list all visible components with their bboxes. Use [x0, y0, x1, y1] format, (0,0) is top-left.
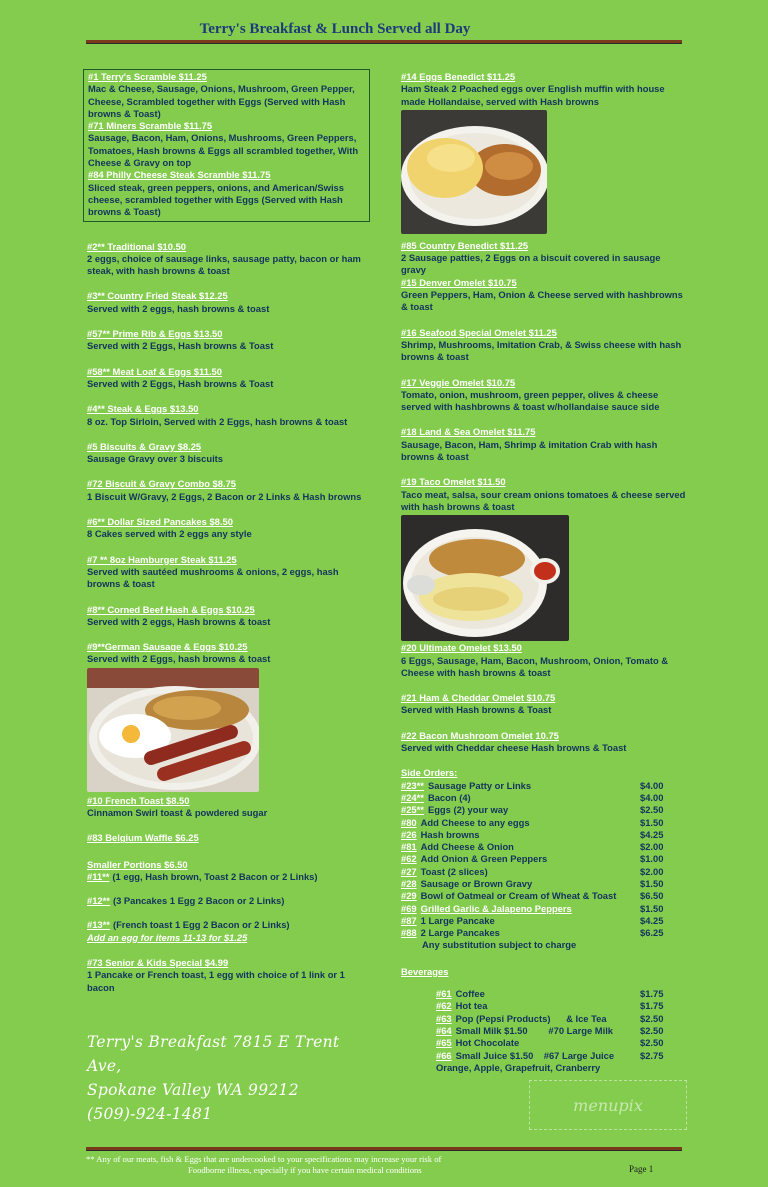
side-num: #24**	[401, 791, 424, 803]
top-rule	[86, 40, 682, 44]
side-price: $6.50	[640, 890, 664, 902]
left-column	[87, 71, 372, 1007]
portion-row	[87, 919, 372, 931]
beverages	[401, 988, 686, 1074]
menu-item-desc: 2 Sausage patties, 2 Eggs on a biscuit covered in sausage gravy	[401, 252, 661, 276]
beverage-row	[436, 1000, 686, 1012]
menu-item-desc: 1 Biscuit W/Gravy, 2 Eggs, 2 Bacon or 2 Links & Hash browns	[87, 490, 362, 502]
menu-item-desc: 2 eggs, choice of sausage links, sausage patty, bacon or ham steak, with hash browns & toast	[87, 252, 361, 277]
side-text: Add Onion & Green Peppers	[420, 853, 548, 865]
menu-item	[87, 478, 372, 503]
menu-item	[87, 795, 372, 820]
menu-item	[87, 403, 372, 428]
menu-item	[401, 377, 686, 414]
beverage-price: $2.50	[640, 1024, 664, 1036]
menu-item	[87, 328, 372, 353]
side-row	[401, 903, 686, 915]
menu-item-heading: #83 Belgium Waffle $6.25	[87, 832, 199, 844]
menu-item	[401, 730, 686, 755]
side-num: #62	[401, 853, 417, 865]
menu-item	[87, 290, 372, 315]
side-price: $1.50	[640, 902, 664, 914]
menu-item-desc: Shrimp, Mushrooms, Imitation Crab, & Swiss cheese with hash browns & toast	[401, 338, 682, 363]
side-num: #88	[401, 927, 417, 939]
menu-item-heading: #6** Dollar Sized Pancakes $8.50	[87, 516, 233, 528]
menu-item	[401, 327, 686, 364]
menu-item-heading: #7 ** 8oz Hamburger Steak $11.25	[87, 553, 237, 565]
portion-num: #12**	[87, 895, 110, 907]
beverage-text: Pop (Pepsi Products) & Ice Tea	[455, 1012, 607, 1024]
beverage-num: #62	[436, 1000, 452, 1012]
menu-item-heading: #19 Taco Omelet $11.50	[401, 476, 506, 488]
menu-item-heading: #73 Senior & Kids Special $4.99	[87, 957, 229, 969]
side-text: 2 Large Pancakes	[420, 927, 500, 939]
side-row	[401, 853, 686, 865]
menu-item	[401, 277, 686, 314]
beverage-price: $2.75	[640, 1049, 664, 1061]
menu-item-desc: Sliced steak, green peppers, onions, and American/Swiss cheese, scrambled together with Eggs (Served with Hash browns & Toast)	[88, 181, 344, 218]
side-num: #81	[401, 841, 417, 853]
menu-item	[401, 426, 686, 463]
side-price: $6.25	[640, 927, 664, 939]
contact-address-line: Terry's Breakfast 7815 E Trent Ave,	[87, 1033, 340, 1075]
disclaimer-line-2: Foodborne illness, especially if you have certain medical conditions	[188, 1165, 422, 1175]
portion-row	[87, 895, 372, 907]
menu-item-heading: #4** Steak & Eggs $13.50	[87, 403, 199, 415]
menu-item	[88, 120, 366, 169]
menu-item-desc: Ham Steak 2 Poached eggs over English muffin with house made Hollandaise, served with Hash browns	[401, 83, 665, 107]
eggs-benedict-photo	[401, 110, 547, 234]
beverage-text: Coffee	[455, 988, 485, 1000]
side-text: 1 Large Pancake	[420, 914, 495, 926]
omelet-photo	[401, 515, 569, 641]
portion-desc: (1 egg, Hash brown, Toast 2 Bacon or 2 Links)	[112, 870, 318, 882]
menu-item-desc: Green Peppers, Ham, Onion & Cheese served with hashbrowns & toast	[401, 289, 683, 313]
menu-item-desc: Served with 2 Eggs, Hash browns & Toast	[87, 377, 274, 389]
menu-item-heading: #10 French Toast $8.50	[87, 794, 190, 806]
menu-item	[87, 554, 372, 591]
beverages-heading: Beverages	[401, 965, 449, 977]
side-price: $1.00	[640, 853, 664, 865]
menu-item-heading: #1 Terry's Scramble $11.25	[88, 71, 207, 82]
juice-options: Orange, Apple, Grapefruit, Cranberry	[436, 1061, 601, 1073]
side-price: $2.00	[640, 865, 664, 877]
beverage-num: #65	[436, 1037, 452, 1049]
menu-item-heading: #20 Ultimate Omelet $13.50	[401, 642, 522, 654]
menu-item-desc: 6 Eggs, Sausage, Ham, Bacon, Mushroom, Onion, Tomato & Cheese with hash browns & toast	[401, 654, 669, 678]
menu-item-desc: Served with 2 Eggs, Hash browns & Toast	[87, 340, 274, 352]
side-num: #25**	[401, 804, 424, 816]
menu-title: Terry's Breakfast & Lunch Served all Day	[199, 21, 471, 37]
menu-item-heading: #71 Miners Scramble $11.75	[88, 120, 213, 132]
beverage-row	[436, 1050, 686, 1062]
beverage-price: $1.75	[640, 988, 664, 1000]
beverage-text: Small Juice $1.50 #67 Large Juice	[455, 1049, 615, 1061]
menu-item-desc: Sausage, Bacon, Ham, Onions, Mushrooms, Green Peppers, Tomatoes, Hash browns & Eggs all scrambled together, With Cheese & Gravy on top	[88, 132, 359, 169]
footer-disclaimer	[86, 1154, 526, 1176]
side-text: Grilled Garlic & Jalapeno Peppers	[420, 902, 572, 914]
side-row	[401, 878, 686, 890]
substitution-note: Any substitution subject to charge	[422, 939, 577, 951]
side-text: Add Cheese to any eggs	[420, 816, 530, 828]
menu-item-desc: Served with 2 Eggs, hash browns & toast	[87, 653, 271, 665]
menu-item-heading: #72 Biscuit & Gravy Combo $8.75	[87, 478, 237, 490]
side-price: $4.00	[640, 791, 664, 803]
side-price: $2.00	[640, 841, 664, 853]
menu-item-desc: Served with sautéed mushrooms & onions, 2 eggs, hash browns & toast	[87, 565, 339, 590]
restaurant-contact	[87, 1030, 377, 1126]
menu-item-heading: #17 Veggie Omelet $10.75	[401, 376, 516, 388]
menu-item	[401, 476, 686, 513]
menu-item	[87, 641, 372, 666]
portion-desc: (3 Pancakes 1 Egg 2 Bacon or 2 Links)	[112, 895, 285, 907]
beverage-price: $2.50	[640, 1012, 664, 1024]
beverage-text: Hot Chocolate	[455, 1037, 520, 1049]
bottom-rule	[86, 1147, 682, 1151]
portion-desc: (French toast 1 Egg 2 Bacon or 2 Links)	[112, 919, 290, 931]
menu-item-desc: Taco meat, salsa, sour cream onions tomatoes & cheese served with hash browns & toast	[401, 488, 686, 512]
menu-item-heading: #9**German Sausage & Eggs $10.25	[87, 641, 248, 653]
menu-item	[87, 516, 372, 541]
smaller-portions	[87, 859, 372, 944]
menu-item	[87, 241, 372, 278]
menu-item	[401, 71, 686, 108]
side-num: #69	[401, 902, 417, 914]
menu-item-heading: #57** Prime Rib & Eggs $13.50	[87, 328, 223, 340]
side-num: #26	[401, 828, 417, 840]
menu-item-desc: Sausage, Bacon, Ham, Shrimp & imitation Crab with hash browns & toast	[401, 438, 658, 463]
beverage-price: $2.50	[640, 1037, 664, 1049]
portion-num: #11**	[87, 870, 110, 882]
side-price: $4.25	[640, 914, 664, 926]
menu-item-desc: 8 oz. Top Sirloin, Served with 2 Eggs, hash browns & toast	[87, 415, 348, 427]
side-row	[401, 866, 686, 878]
side-orders-heading: Side Orders:	[401, 767, 458, 779]
side-text: Eggs (2) your way	[427, 804, 509, 816]
beverage-row	[436, 1025, 686, 1037]
disclaimer-line-1: ** Any of our meats, fish & Eggs that are undercooked to your specifications may increase your risk of	[86, 1154, 442, 1164]
side-text: Sausage or Brown Gravy	[420, 877, 533, 889]
menu-item	[401, 240, 686, 277]
smaller-portions-heading: Smaller Portions $6.50	[87, 858, 188, 870]
menu-item	[87, 832, 372, 844]
menu-item-desc: Sausage Gravy over 3 biscuits	[87, 453, 224, 465]
side-price: $2.50	[640, 804, 664, 816]
menu-item-desc: Cinnamon Swirl toast & powdered sugar	[87, 806, 268, 818]
side-num: #87	[401, 914, 417, 926]
menu-item-desc: Served with 2 eggs, Hash browns & toast	[87, 615, 271, 627]
side-row	[401, 804, 686, 816]
side-row	[401, 792, 686, 804]
menu-item-desc: 1 Pancake or French toast, 1 egg with choice of 1 link or 1 bacon	[87, 969, 345, 993]
menu-item	[88, 71, 366, 120]
side-text: Hash browns	[420, 828, 480, 840]
beverage-text: Hot tea	[455, 1000, 488, 1012]
menu-item-heading: #18 Land & Sea Omelet $11.75	[401, 426, 536, 438]
beverage-row	[436, 1013, 686, 1025]
add-egg-note: Add an egg for items 11-13 for $1.25	[87, 931, 248, 943]
menupix-watermark	[529, 1080, 687, 1130]
menu-item-desc: 8 Cakes served with 2 eggs any style	[87, 528, 252, 540]
side-text: Sausage Patty or Links	[427, 779, 532, 791]
portion-row	[87, 871, 372, 883]
contact-city-line: Spokane Valley WA 99212	[87, 1081, 299, 1099]
side-num: #28	[401, 877, 417, 889]
side-text: Bowl of Oatmeal or Cream of Wheat & Toast	[420, 890, 617, 902]
beverage-num: #66	[436, 1049, 452, 1061]
beverage-row	[436, 1037, 686, 1049]
side-price: $4.25	[640, 828, 664, 840]
menu-item	[87, 441, 372, 466]
sausage-eggs-photo	[87, 668, 259, 792]
menu-item-desc: Tomato, onion, mushroom, green pepper, olives & cheese served with hashbrowns & toast w/hollandaise sauce side	[401, 388, 660, 413]
side-row	[401, 829, 686, 841]
portion-num: #13**	[87, 919, 110, 931]
menu-item	[87, 366, 372, 391]
page-number: Page 1	[629, 1164, 654, 1174]
menu-item-heading: #5 Biscuits & Gravy $8.25	[87, 440, 202, 452]
menu-item-desc: Served with Cheddar cheese Hash browns & Toast	[401, 742, 627, 754]
side-num: #27	[401, 865, 417, 877]
side-row	[401, 780, 686, 792]
side-num: #29	[401, 890, 417, 902]
menu-item-heading: #58** Meat Loaf & Eggs $11.50	[87, 365, 222, 377]
featured-scrambles-box	[83, 69, 370, 222]
beverage-text: Small Milk $1.50 #70 Large Milk	[455, 1024, 614, 1036]
menu-item	[401, 642, 686, 679]
menu-item	[401, 692, 686, 717]
menu-item-heading: #2** Traditional $10.50	[87, 240, 187, 252]
side-row	[401, 915, 686, 927]
menu-item	[87, 957, 372, 994]
menu-item	[87, 604, 372, 629]
side-orders	[401, 767, 686, 951]
menu-item-desc: Mac & Cheese, Sausage, Onions, Mushroom, Green Pepper, Cheese, Scrambled together with Eggs (Served with Hash browns & Toast)	[88, 83, 355, 119]
side-row	[401, 890, 686, 902]
side-price: $1.50	[640, 816, 664, 828]
menu-item-heading: #22 Bacon Mushroom Omelet 10.75	[401, 729, 559, 741]
side-row	[401, 841, 686, 853]
menu-item-heading: #84 Philly Cheese Steak Scramble $11.75	[88, 169, 271, 181]
menu-item-desc: Served with Hash browns & Toast	[401, 704, 552, 716]
menu-item-heading: #15 Denver Omelet $10.75	[401, 276, 517, 288]
side-row	[401, 927, 686, 939]
beverage-num: #63	[436, 1012, 452, 1024]
side-price: $4.00	[640, 779, 664, 791]
side-price: $1.50	[640, 877, 664, 889]
side-row	[401, 817, 686, 829]
menu-item-heading: #8** Corned Beef Hash & Eggs $10.25	[87, 603, 255, 615]
menu-item-heading: #3** Country Fried Steak $12.25	[87, 290, 228, 302]
beverage-num: #61	[436, 988, 452, 1000]
side-text: Bacon (4)	[427, 791, 471, 803]
beverage-row	[436, 988, 686, 1000]
menu-item-heading: #14 Eggs Benedict $11.25	[401, 71, 516, 82]
side-num: #23**	[401, 779, 424, 791]
side-text: Add Cheese & Onion	[420, 841, 514, 853]
beverage-price: $1.75	[640, 1000, 664, 1012]
right-column	[401, 71, 686, 1074]
menu-item-desc: Served with 2 eggs, hash browns & toast	[87, 302, 270, 314]
menu-item-heading: #16 Seafood Special Omelet $11.25	[401, 326, 557, 338]
menu-item	[88, 169, 366, 218]
watermark-text: menupix	[573, 1095, 643, 1115]
contact-phone: (509)-924-1481	[87, 1105, 213, 1123]
side-num: #80	[401, 816, 417, 828]
menu-item-heading: #21 Ham & Cheddar Omelet $10.75	[401, 692, 556, 704]
beverage-num: #64	[436, 1024, 452, 1036]
side-text: Toast (2 slices)	[420, 865, 488, 877]
menu-item-heading: #85 Country Benedict $11.25	[401, 239, 529, 251]
